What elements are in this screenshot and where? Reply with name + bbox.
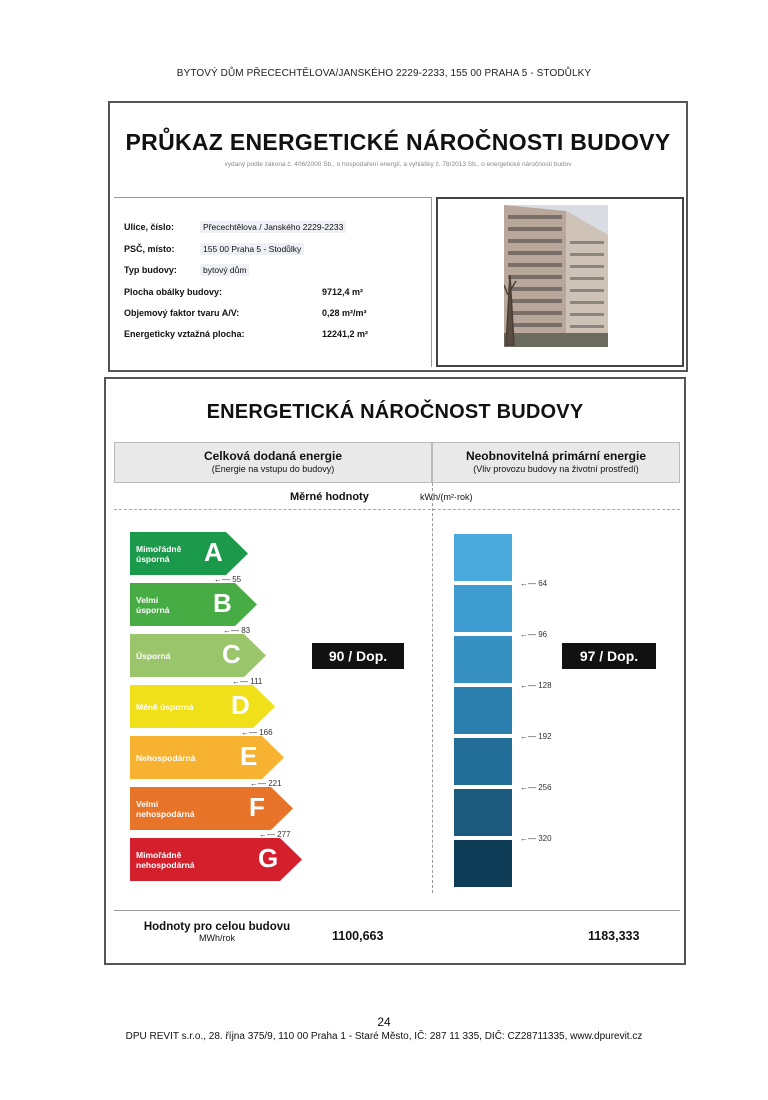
right-threshold-value: ←— 128 — [520, 681, 552, 690]
building-photo-frame — [436, 197, 684, 367]
specific-values-label: Měrné hodnoty — [290, 491, 369, 503]
left-column-header — [114, 442, 432, 483]
left-threshold-value: ←— 221 — [250, 779, 282, 788]
certificate-subtitle: vydaný podle zákona č. 406/2000 Sb., o hospodaření energií, a vyhlášky č. 78/2013 Sb., o energetické náročnosti budov — [224, 161, 572, 168]
right-threshold-value: ←— 96 — [520, 630, 548, 639]
primary-energy-class-bar — [454, 534, 512, 581]
primary-energy-class-bar — [454, 636, 512, 683]
type-value: bytový dům — [200, 264, 249, 276]
energy-class-label: Úsporná — [136, 651, 171, 661]
energy-class-g-arrow — [130, 838, 302, 881]
energy-class-letter: B — [213, 588, 232, 618]
left-threshold-value: ←— 111 — [232, 677, 263, 686]
certificate-box — [108, 101, 688, 372]
left-threshold-value: ←— 166 — [241, 728, 273, 737]
whole-building-row — [114, 910, 680, 959]
right-column-title: Neobnovitelná primární energie — [465, 449, 647, 463]
energy-class-label: Velmi nehospodárná — [136, 799, 195, 819]
energy-class-c-arrow — [130, 634, 266, 677]
energy-class-letter: E — [240, 741, 258, 771]
energy-class-label: Mimořádně úsporná — [136, 544, 182, 564]
whole-building-title: Hodnoty pro celou budovu — [143, 921, 291, 933]
energy-title: ENERGETICKÁ NÁROČNOST BUDOVY — [206, 401, 584, 423]
right-threshold-value: ←— 256 — [520, 783, 552, 792]
right-threshold-value: ←— 64 — [520, 579, 548, 588]
left-column-subtitle: (Energie na vstupu do budovy) — [211, 464, 335, 474]
ref-area-value: 12241,2 m² — [322, 329, 369, 339]
primary-energy-class-bar — [454, 738, 512, 785]
document-footer: DPU REVIT s.r.o., 28. října 375/9, 110 00 Praha 1 - Staré Město, IČ: 287 11 335, DIČ: CZ28711335, www.dpurevit.cz — [125, 1031, 643, 1042]
energy-class-a-arrow — [130, 532, 248, 575]
certificate-title: PRŮKAZ ENERGETICKÉ NÁROČNOSTI BUDOVY — [125, 129, 671, 155]
factor-value: 0,28 m²/m³ — [322, 308, 367, 318]
right-column-subtitle: (Vliv provozu budovy na životní prostředí) — [473, 464, 639, 474]
right-rating-tag: 97 / Dop. — [562, 643, 656, 669]
column-divider — [432, 483, 433, 893]
energy-class-label: Velmi úsporná — [136, 595, 170, 615]
energy-class-label: Méně úsporná — [136, 702, 194, 712]
left-threshold-value: ←— 83 — [223, 626, 251, 635]
document-header: BYTOVÝ DŮM PŘECECHTĚLOVA/JANSKÉHO 2229-2233, 155 00 PRAHA 5 - STODŮLKY — [176, 68, 592, 79]
energy-class-label: Nehospodárná — [136, 753, 196, 763]
building-photo — [504, 205, 608, 347]
building-info — [114, 197, 432, 367]
area-label: Plocha obálky budovy: — [124, 287, 223, 297]
unit-label: kWh/(m²·rok) — [420, 492, 473, 502]
energy-class-letter: G — [258, 843, 279, 873]
left-rating-tag: 90 / Dop. — [312, 643, 404, 669]
street-value: Přecechtělova / Janského 2229-2233 — [200, 221, 346, 233]
factor-label: Objemový faktor tvaru A/V: — [124, 308, 240, 318]
psc-value: 155 00 Praha 5 - Stodůlky — [200, 243, 304, 255]
right-threshold-value: ←— 320 — [520, 834, 552, 843]
left-threshold-value: ←— 277 — [259, 830, 291, 839]
left-total-value: 1100,663 — [332, 929, 384, 943]
right-threshold-value: ←— 192 — [520, 732, 552, 741]
whole-building-unit: MWh/rok — [199, 933, 235, 943]
street-label: Ulice, číslo: — [124, 222, 175, 232]
left-threshold-value: ←— 55 — [214, 575, 242, 584]
psc-label: PSČ, místo: — [124, 244, 175, 254]
page-number: 24 — [377, 1015, 391, 1029]
energy-class-label: Mimořádně nehospodárná — [136, 850, 195, 870]
left-column-title: Celková dodaná energie — [203, 449, 343, 463]
energy-class-f-arrow — [130, 787, 293, 830]
primary-energy-class-bar — [454, 687, 512, 734]
right-total-value: 1183,333 — [588, 929, 640, 943]
dashed-separator — [114, 509, 680, 510]
energy-class-letter: F — [249, 792, 265, 822]
energy-class-letter: D — [231, 690, 250, 720]
whole-building-label — [122, 921, 312, 943]
energy-class-d-arrow — [130, 685, 275, 728]
type-label: Typ budovy: — [124, 265, 177, 275]
energy-class-b-arrow — [130, 583, 257, 626]
primary-energy-class-bar — [454, 585, 512, 632]
ref-area-label: Energeticky vztažná plocha: — [124, 329, 245, 339]
energy-class-letter: C — [222, 639, 241, 669]
area-value: 9712,4 m² — [322, 287, 364, 297]
energy-class-e-arrow — [130, 736, 284, 779]
primary-energy-class-bar — [454, 840, 512, 887]
energy-class-letter: A — [204, 537, 223, 567]
primary-energy-class-bar — [454, 789, 512, 836]
right-column-header — [432, 442, 680, 483]
energy-box — [104, 377, 686, 965]
